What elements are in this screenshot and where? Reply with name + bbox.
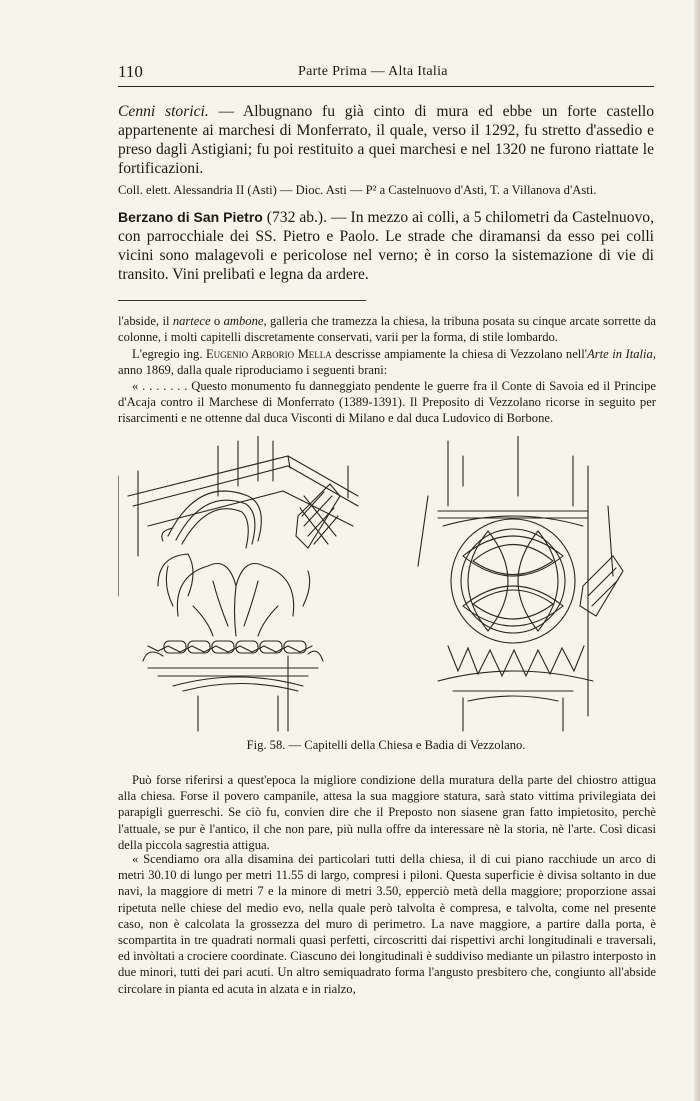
- electoral-info: Coll. elett. Alessandria II (Asti) — Dioc. Asti — P² a Castelnuovo d'Asti, T. a Villanova d'Asti.: [118, 183, 597, 197]
- left-capital: [118, 436, 358, 731]
- figure-capitals: [118, 436, 654, 736]
- note-text: o: [210, 314, 224, 328]
- note-paragraph-3: « . . . . . . . Questo monumento fu danneggiato pendente le guerre fra il Conte di Savoia ed il Principe d'Acaja contro il Marchese di Monferrato (1389-1391). Il Preposito di Vezzolano ricorse in seguito per risarcimenti e ne ottenne dal duca Visconti di Milano e dal duca Ludovico di Borbone.: [118, 379, 656, 426]
- place-name: Berzano di San Pietro: [118, 209, 263, 225]
- note-text: descrisse ampiamente la chiesa di Vezzolano nell': [331, 347, 588, 361]
- author-name: Eugenio Arborio Mella: [205, 347, 332, 361]
- right-capital: [418, 436, 623, 731]
- note-paragraph-1: [118, 313, 656, 345]
- page-header: [118, 60, 654, 87]
- note-term: ambone: [223, 314, 264, 328]
- note-text: , anno 1869, dalla quale riproduciamo i seguenti brani:: [118, 347, 656, 378]
- note-paragraph-5: « Scendiamo ora alla disamina dei particolari tutti della chiesa, il di cui piano racchiude un arco di metri 30.10 di lungo per metri 11.55 di largo, compresi i piloni. Questa superficie è divisa soltanto in due navi, la maggiore di metri 7 e la minore di metri 3.50, epperciò metà della maggiore; proporzione assai ripetuta nelle chiese del medio evo, nella quale però talvolta è compresa, e talvolta, come nel presente caso, non è calcolata la grossezza del muro di perimetro. La nave maggiore, a partire dalla porta, è scompartita in tre quadrati normali quasi perfetti, circoscritti dai rispettivi archi longitudinali e traversali, ed invòltati a crociere coordinate. Ciascuno dei longitudinali è suddiviso mediante un pilastro interposto in due minori, tutti dei pari acuti. Un altro semiquadrato forma l'angusto presbitero che, congiunto all'abside circolare in pianta ed acuta in alzata e in rialzo,: [118, 852, 656, 996]
- berzano-text: (732 ab.). — In mezzo ai colli, a 5 chilometri da Castelnuovo, con parrocchiale dei SS. Pietro e Paolo. Le strade che diramansi da esso pei colli vicini sono malagevoli e pericolose nel verno; è in corso la sistemazione di vie di transito. Vini prelibati e legna da ardere.: [118, 209, 654, 283]
- page-edge: [694, 0, 700, 1101]
- note-paragraph-4: Può forse riferirsi a quest'epoca la migliore condizione della muratura della parte del chiostro attigua alla chiesa. Forse il povero campanile, attesa la sua maggiore statura, sarà stato vittima privilegiata dei parapigli guerreschi. Se ciò fu, convien dire che il Preposto non siasene gran fatto impietosito, perchè l'attuale, se pur è l'antico, il che non pare, più nulla offre da interessare nè la storia, nè l'arte. Così dicasi della piccola sagrestia attigua.: [118, 773, 656, 852]
- capitals-engraving: [118, 436, 654, 736]
- history-text: — Albugnano fu già cinto di mura ed ebbe un forte castello appartenente ai marchesi di Monferrato, il quale, verso il 1292, fu stretto d'assedio e preso dagli Astigiani; fu poi restituito a quei marchesi e nel 1320 ne furono riattate le fortificazioni.: [118, 103, 654, 177]
- paragraph-albugnano-history: [118, 102, 654, 178]
- page-number: 110: [118, 62, 143, 81]
- note-paragraph-2: [118, 346, 656, 378]
- note-text: L'egregio ing.: [132, 347, 206, 361]
- note-text: l'abside, il: [118, 314, 173, 328]
- note-term: nartece: [172, 314, 211, 328]
- journal-title: Arte in Italia: [587, 347, 653, 361]
- paragraph-berzano: [118, 208, 654, 284]
- note-text: , galleria che tramezza la chiesa, la tribuna posata su cinque arcate sorrette da colonne, i molti capitelli discretamente conservati, varii per la forma, di stile lombardo.: [118, 314, 657, 345]
- running-head: Parte Prima — Alta Italia: [298, 64, 448, 79]
- history-lead: Cenni storici.: [118, 103, 209, 120]
- footnote-divider: [118, 300, 366, 301]
- figure-caption: Fig. 58. — Capitelli della Chiesa e Badia di Vezzolano.: [246, 738, 526, 752]
